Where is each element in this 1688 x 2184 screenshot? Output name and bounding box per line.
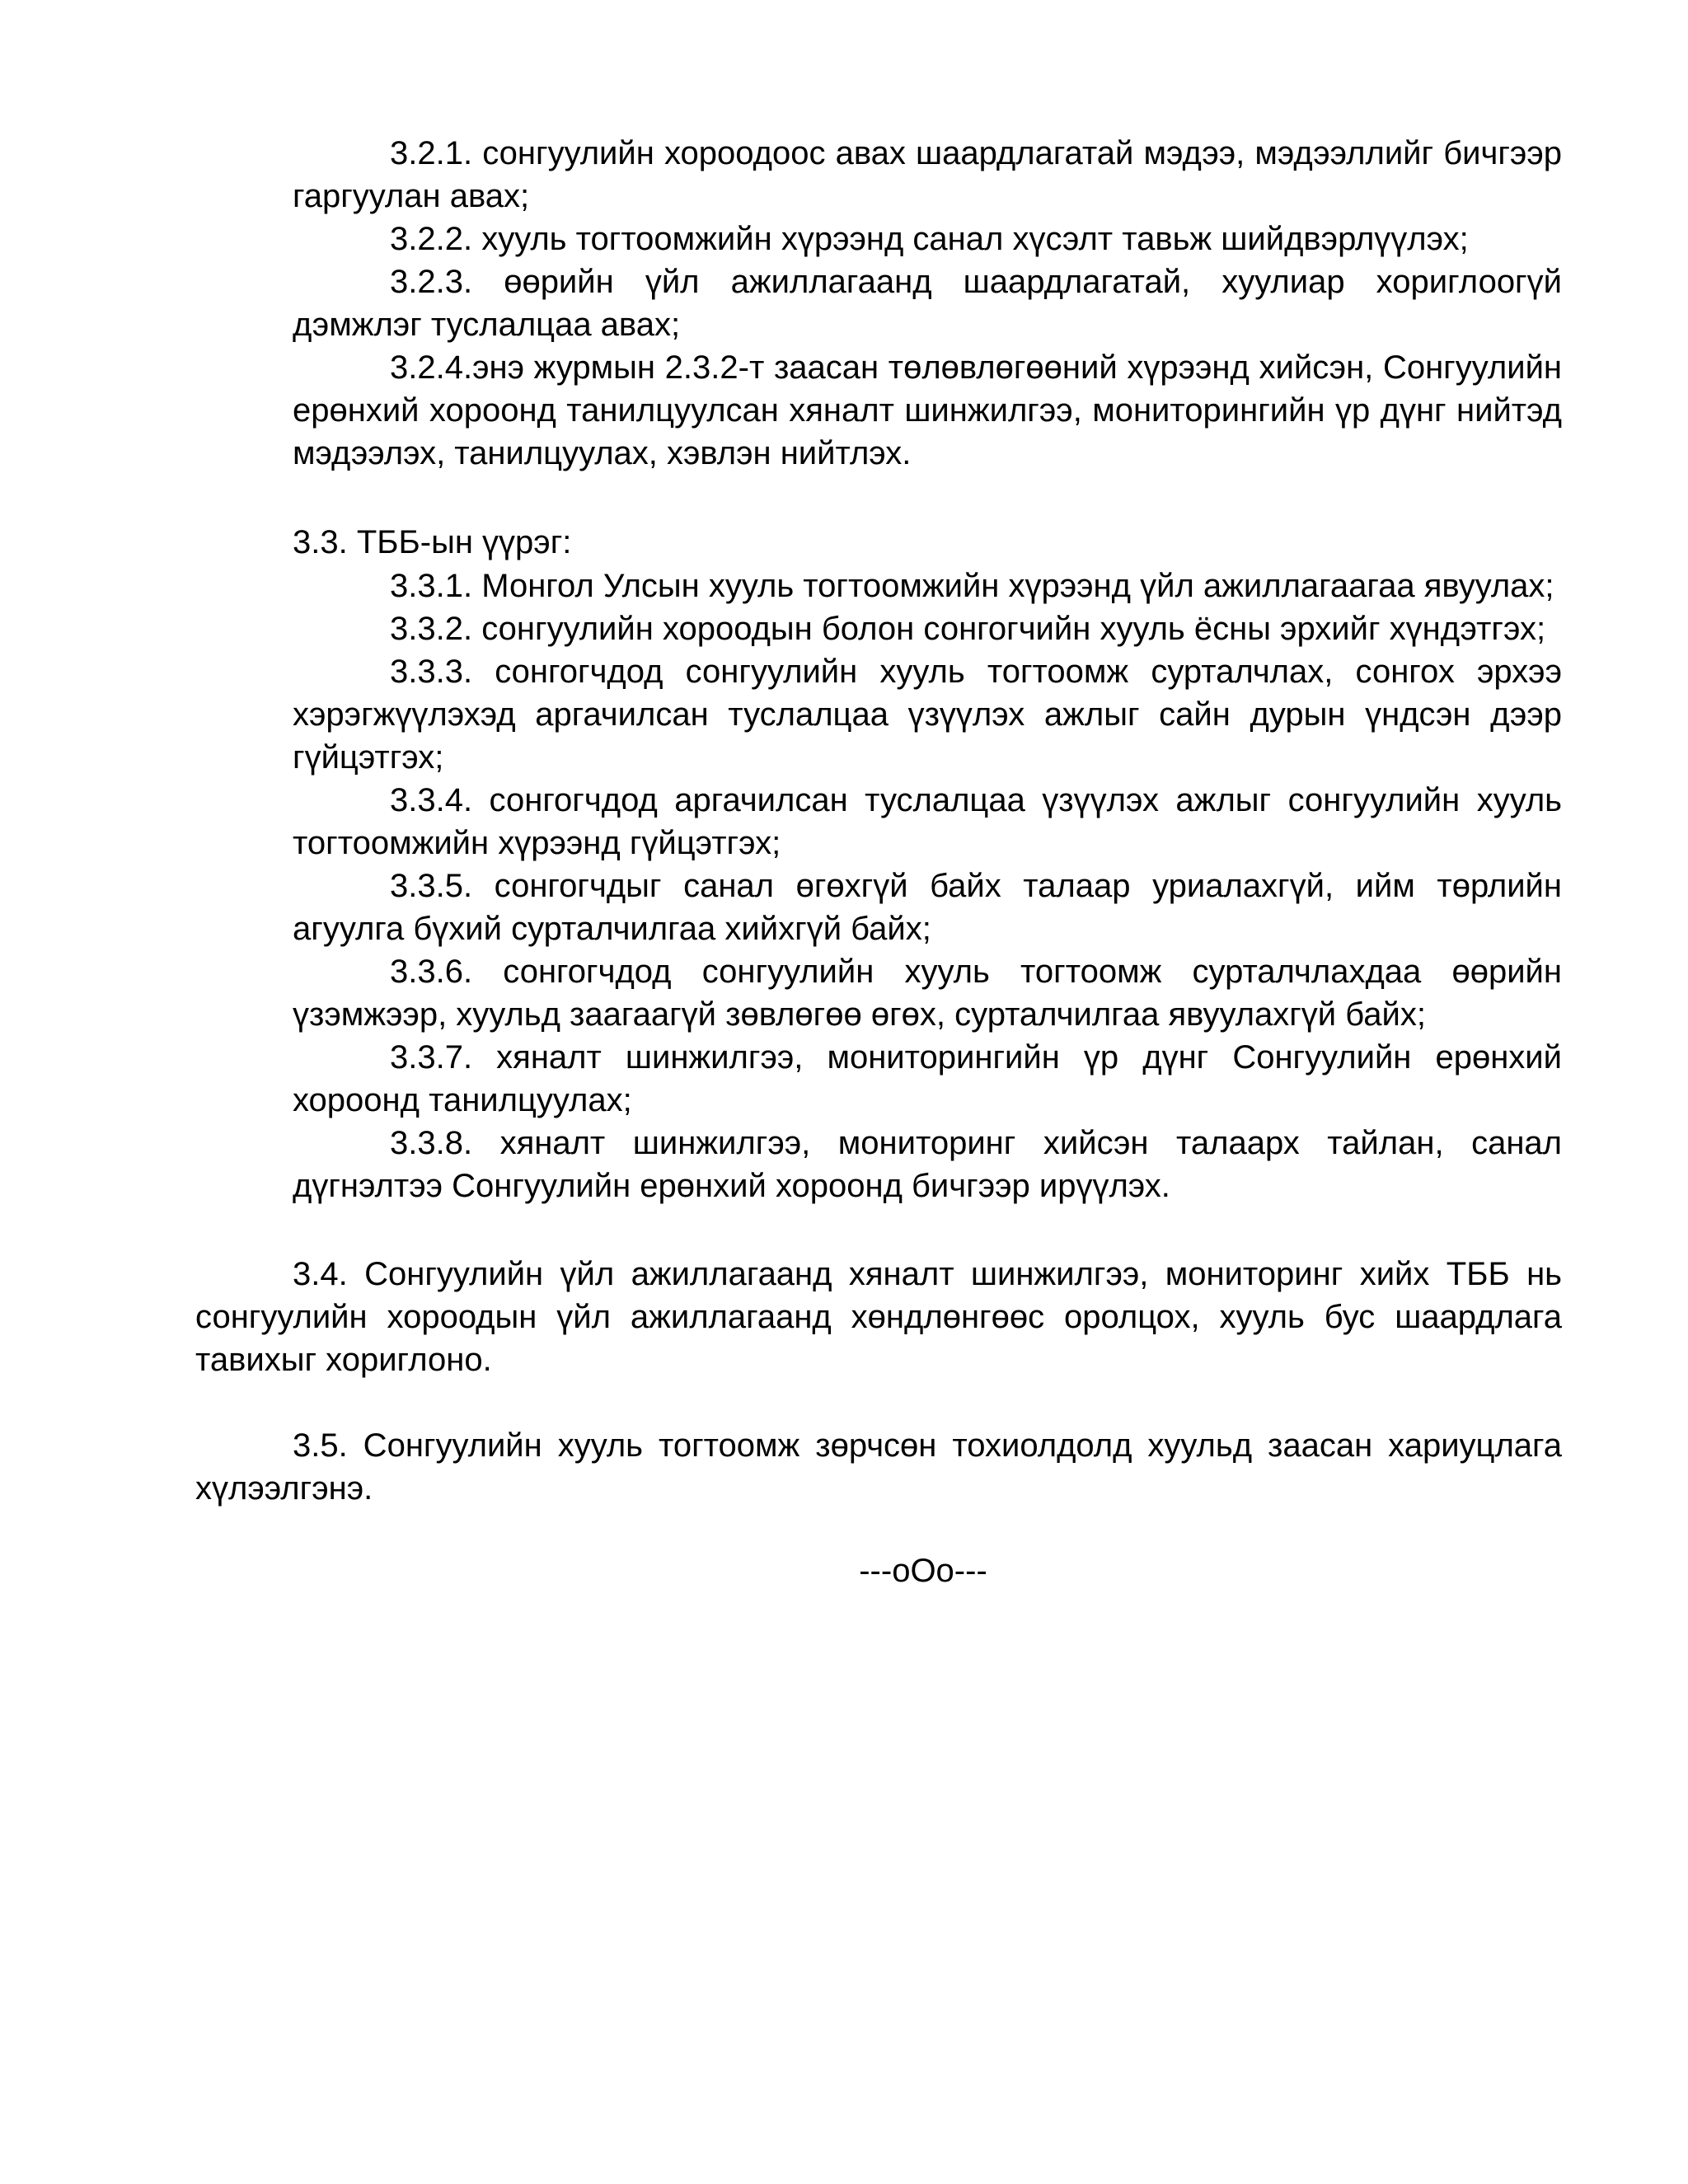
clause-3-3-7: 3.3.7. хяналт шинжилгээ, мониторингийн үр дүнг Сонгуулийн ерөнхий хороонд танилцуулах; xyxy=(293,1039,1562,1118)
clause-3-2-4: 3.2.4.энэ журмын 2.3.2-т заасан төлөвлөгөөний хүрээнд хийсэн, Сонгуулийн ерөнхий хороонд танилцуулсан хяналт шинжилгээ, мониторингийн үр дүнг нийтэд мэдээлэх, танилцуулах, хэвлэн нийтлэх. xyxy=(293,349,1562,471)
clause-3-3-6: 3.3.6. сонгогчдод сонгуулийн хууль тогтоомж сурталчлахдаа өөрийн үзэмжээр, хуульд заагаагүй зөвлөгөө өгөх, сурталчилгаа явуулахгүй байх; xyxy=(293,954,1562,1033)
clause-3-2-1: 3.2.1. сонгуулийн хороодоос авах шаардлагатай мэдээ, мэдээллийг бичгээр гаргуулан авах; xyxy=(293,135,1562,214)
section-3-2-list xyxy=(293,132,1562,475)
clause-3-3-1: 3.3.1. Монгол Улсын хууль тогтоомжийн хүрээнд үйл ажиллагаагаа явуулах; xyxy=(390,568,1554,604)
clause-3-3-2: 3.3.2. сонгуулийн хороодын болон сонгогчийн хууль ёсны эрхийг хүндэтгэх; xyxy=(390,611,1546,647)
clause-3-2-3: 3.2.3. өөрийн үйл ажиллагаанд шаардлагатай, хуулиар хориглоогүй дэмжлэг туслалцаа авах; xyxy=(293,264,1562,343)
clause-3-3-3: 3.3.3. сонгогчдод сонгуулийн хууль тогтоомж сурталчлах, сонгох эрхээ хэрэгжүүлэхэд аргачилсан туслалцаа үзүүлэх ажлыг сайн дурын үндсэн дээр гүйцэтгэх; xyxy=(293,654,1562,776)
clause-3-3-8: 3.3.8. хяналт шинжилгээ, мониторинг хийсэн талаарх тайлан, санал дүгнэлтээ Сонгуулийн ерөнхий хороонд бичгээр ирүүлэх. xyxy=(293,1125,1562,1204)
section-3-3-list xyxy=(293,565,1562,1207)
section-3-5 xyxy=(195,1424,1562,1510)
section-3-3-title: 3.3. ТББ-ын үүрэг: xyxy=(293,524,572,560)
document-end-mark: ---oOo--- xyxy=(859,1553,987,1589)
section-3-4 xyxy=(195,1253,1562,1381)
clause-3-4: 3.4. Сонгуулийн үйл ажиллагаанд хяналт шинжилгээ, мониторинг хийх ТББ нь сонгуулийн хороодын үйл ажиллагаанд хөндлөнгөөс оролцох, хууль бус шаардлага тавихыг хориглоно. xyxy=(195,1256,1562,1378)
clause-3-3-5: 3.3.5. сонгогчдыг санал өгөхгүй байх талаар уриалахгүй, ийм төрлийн агуулга бүхий сурталчилгаа хийхгүй байх; xyxy=(293,868,1562,947)
clause-3-2-2: 3.2.2. хууль тогтоомжийн хүрээнд санал хүсэлт тавьж шийдвэрлүүлэх; xyxy=(390,221,1469,257)
clause-3-5: 3.5. Сонгуулийн хууль тогтоомж зөрчсөн тохиолдолд хуульд заасан хариуцлага хүлээлгэнэ. xyxy=(195,1427,1562,1507)
clause-3-3-4: 3.3.4. сонгогчдод аргачилсан туслалцаа үзүүлэх ажлыг сонгуулийн хууль тогтоомжийн хүрээнд гүйцэтгэх; xyxy=(293,782,1562,861)
